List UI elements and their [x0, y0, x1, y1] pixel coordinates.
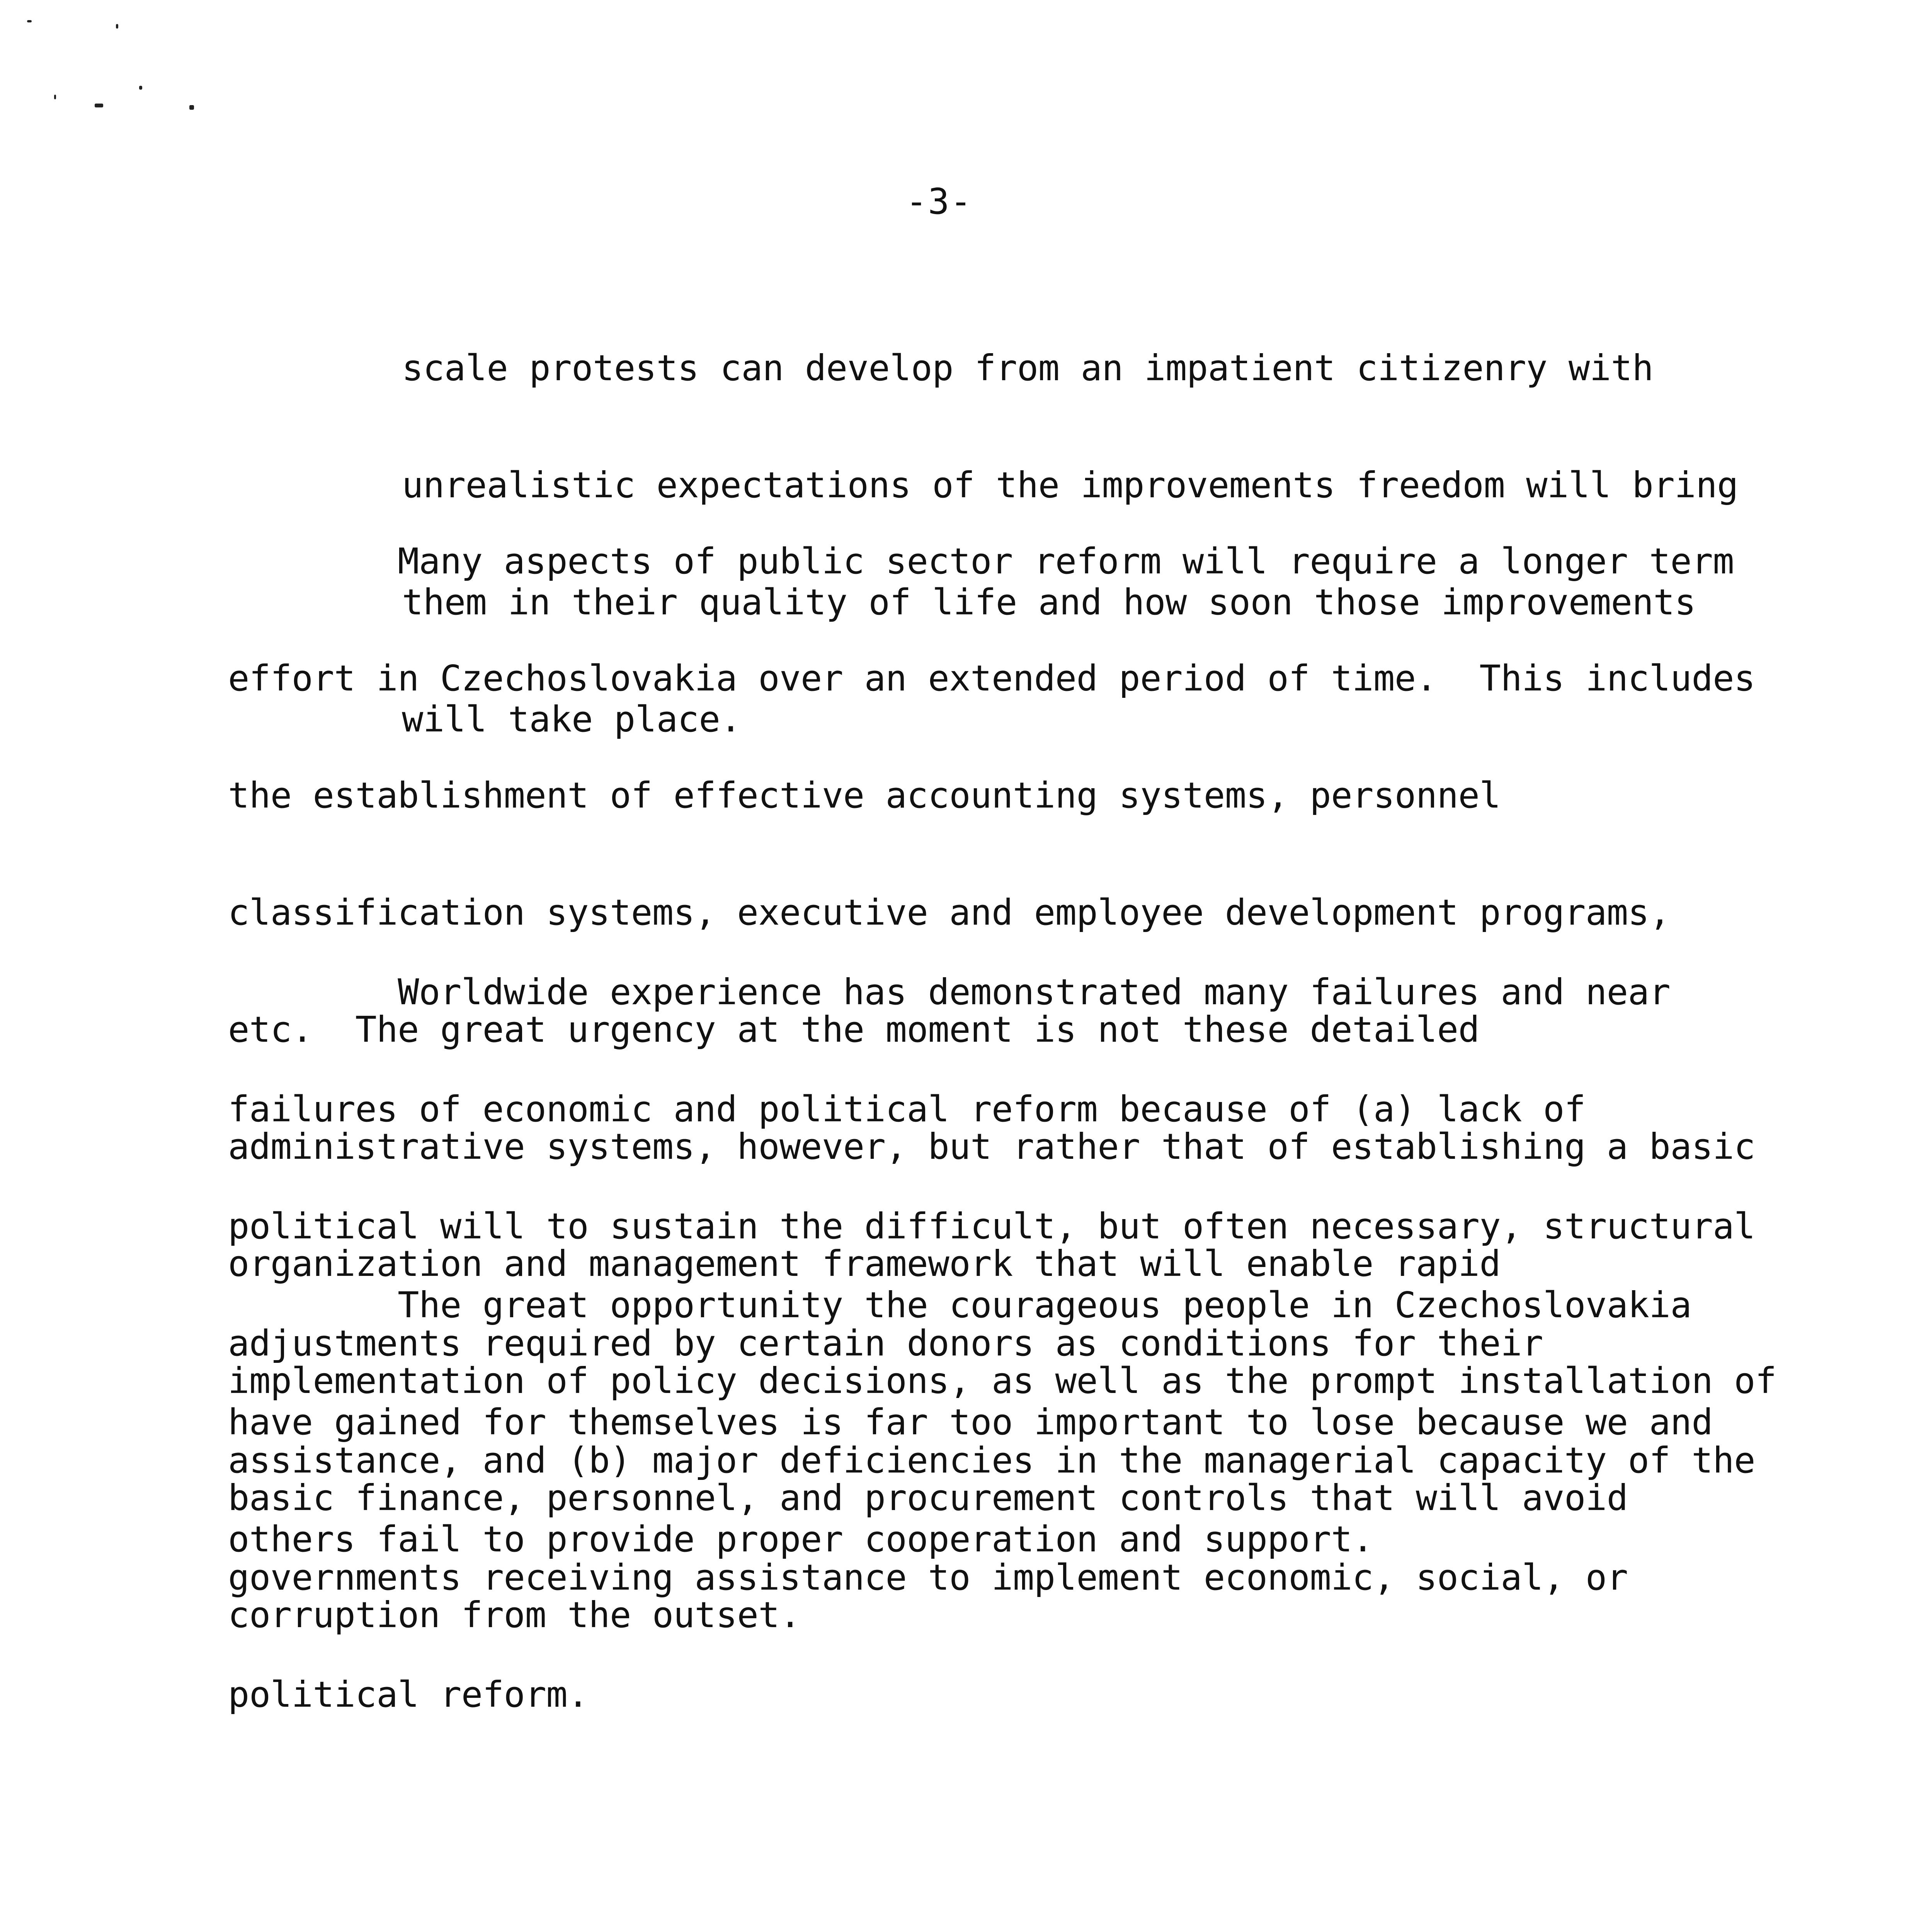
- text-line: have gained for themselves is far too important to lose because we and: [228, 1401, 1713, 1443]
- text-line: unrealistic expectations of the improvements freedom will bring: [402, 464, 1738, 506]
- text-line: adjustments required by certain donors as conditions for their: [228, 1323, 1543, 1364]
- scan-speck: [189, 105, 194, 110]
- text-line: governments receiving assistance to implement economic, social, or: [228, 1557, 1628, 1598]
- text-line: corruption from the outset.: [228, 1594, 801, 1636]
- text-line: failures of economic and political reform because of (a) lack of: [228, 1088, 1586, 1130]
- text-line: organization and management framework that will enable rapid: [228, 1243, 1501, 1284]
- text-line: assistance, and (b) major deficiencies in the managerial capacity of the: [228, 1440, 1755, 1481]
- text-line: them in their quality of life and how soon those improvements: [402, 582, 1696, 623]
- text-line: the establishment of effective accounting systems, personnel: [228, 775, 1501, 816]
- scan-speck: [95, 104, 103, 107]
- text-line: political will to sustain the difficult, but often necessary, structural: [228, 1206, 1755, 1247]
- text-line: political reform.: [228, 1674, 589, 1715]
- text-line: will take place.: [402, 699, 742, 740]
- text-line: administrative systems, however, but rather that of establishing a basic: [228, 1126, 1755, 1167]
- text-line: scale protests can develop from an impatient citizenry with: [402, 347, 1654, 389]
- text-line: implementation of policy decisions, as well as the prompt installation of: [228, 1360, 1776, 1401]
- text-line: Many aspects of public sector reform will require a longer term: [228, 541, 1734, 582]
- scan-speck: [139, 86, 142, 90]
- text-line: The great opportunity the courageous people in Czechoslovakia: [228, 1284, 1692, 1326]
- text-line: etc. The great urgency at the moment is not these detailed: [228, 1009, 1480, 1050]
- text-line: others fail to provide proper cooperation and support.: [228, 1519, 1373, 1560]
- scan-speck: [27, 20, 32, 22]
- scan-speck: [116, 24, 118, 29]
- text-line: effort in Czechoslovakia over an extended period of time. This includes: [228, 658, 1755, 699]
- page-number: -3-: [905, 181, 973, 222]
- text-line: basic finance, personnel, and procurement controls that will avoid: [228, 1477, 1628, 1519]
- scan-speck: [54, 95, 56, 99]
- paragraph-great-opportunity: [228, 1208, 1713, 1637]
- text-line: classification systems, executive and employee development programs,: [228, 892, 1671, 933]
- text-line: Worldwide experience has demonstrated many failures and near: [228, 971, 1671, 1013]
